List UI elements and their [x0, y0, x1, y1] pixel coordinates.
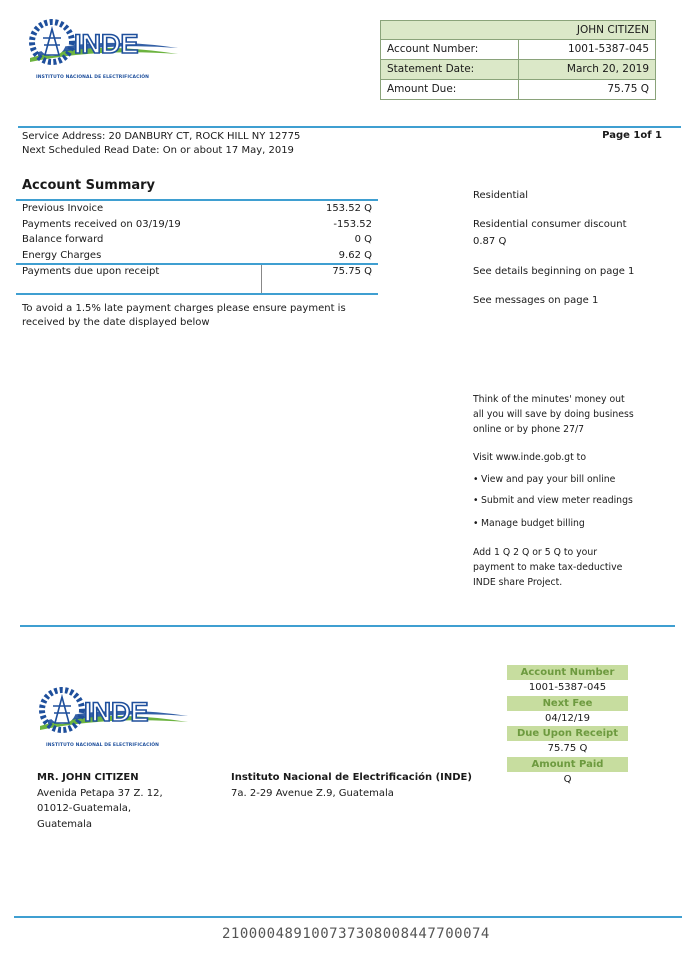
page-number: Page 1of 1 [602, 130, 662, 141]
remit-due-value: 75.75 Q [547, 743, 588, 754]
company-name: Instituto Nacional de Electrificación (INDE) [231, 772, 472, 783]
summary-row-value: 0 Q [354, 234, 372, 245]
column-divider [261, 265, 262, 293]
remit-amount-paid-value[interactable]: Q [563, 773, 572, 785]
remit-amount-paid-label: Amount Paid [507, 757, 628, 772]
bullet-icon: • [473, 518, 479, 529]
summary-row [16, 248, 378, 264]
summary-row [16, 232, 378, 248]
customer-mail-name: MR. JOHN CITIZEN [37, 772, 139, 783]
summary-row-label: Balance forward [22, 234, 104, 245]
donate-line-2: payment to make tax-deductive [473, 562, 623, 573]
customer-address-line: 01012-Guatemala, [37, 803, 132, 814]
late-payment-notice: To avoid a 1.5% late payment charges please ensure payment is received by the date displayed below [22, 303, 346, 328]
next-read-date: Next Scheduled Read Date: On or about 17 May, 2019 [22, 145, 294, 156]
service-address: Service Address: 20 DANBURY CT, ROCK HILL NY 12775 [22, 131, 301, 142]
customer-name-row [380, 20, 656, 40]
account-number-row [380, 40, 656, 60]
messages-link[interactable]: See messages on page 1 [473, 295, 599, 306]
inde-logo [28, 18, 188, 80]
logo-subtitle: INSTITUTO NACIONAL DE ELECTRIFICACIÓN [36, 75, 150, 80]
svg-text:INDE: INDE [74, 29, 139, 59]
bullet-text: View and pay your bill online [481, 474, 616, 485]
inde-logo-icon [28, 18, 188, 68]
bottom-divider [14, 916, 682, 918]
account-info-box [380, 20, 656, 100]
customer-name: JOHN CITIZEN [576, 24, 649, 36]
promo-line-1: Think of the minutes' money out [473, 394, 625, 405]
summary-row [16, 217, 378, 233]
service-info [22, 130, 300, 158]
summary-row-value: 153.52 Q [325, 203, 372, 214]
amount-due-value: 75.75 Q [607, 83, 649, 95]
account-type: Residential [473, 190, 529, 201]
bullet-text: Manage budget billing [481, 518, 585, 529]
donate-line-1: Add 1 Q 2 Q or 5 Q to your [473, 547, 598, 558]
customer-address-line: Avenida Petapa 37 Z. 12, [37, 787, 163, 799]
payment-due-label: Payments due upon receipt [22, 266, 160, 277]
amount-due-row [380, 80, 656, 100]
remit-next-fee-label: Next Fee [507, 696, 628, 711]
remittance-box [507, 665, 628, 787]
scan-line: 210000489100737308008447700074 [222, 926, 490, 942]
statement-date-row [380, 60, 656, 80]
remit-next-fee-value: 04/12/19 [545, 712, 590, 724]
bullet-icon: • [473, 495, 479, 506]
inde-logo-icon [38, 686, 198, 736]
remit-account-number-value: 1001-5387-045 [528, 682, 607, 693]
inde-logo-remittance [38, 686, 198, 748]
bullet-icon: • [473, 474, 479, 485]
account-number-label: Account Number: [381, 40, 519, 59]
remittance-divider [20, 625, 675, 627]
summary-row-label: Previous Invoice [22, 203, 104, 214]
account-number-value: 1001-5387-045 [567, 43, 649, 55]
company-address-line: 7a. 2-29 Avenue Z.9, Guatemala [231, 787, 394, 799]
account-summary-table [16, 199, 378, 295]
donate-line-3: INDE share Project. [473, 577, 563, 588]
promo-line-2: all you will save by doing business [473, 409, 634, 420]
discount-value: 0.87 Q [473, 236, 507, 247]
customer-address [37, 770, 163, 832]
payment-due-row [16, 263, 378, 295]
remit-account-number-label: Account Number [507, 665, 628, 680]
header-divider [18, 126, 681, 128]
bullet-text: Submit and view meter readings [481, 495, 633, 506]
summary-row-value: -153.52 [333, 218, 372, 230]
visit-website[interactable]: Visit www.inde.gob.gt to [473, 452, 587, 463]
summary-row-label: Energy Charges [22, 249, 102, 261]
bullet-pay-online [473, 474, 615, 485]
promo-line-3: online or by phone 27/7 [473, 424, 585, 435]
customer-address-line: Guatemala [37, 818, 93, 830]
bullet-meter-readings [473, 495, 633, 506]
amount-due-label: Amount Due: [381, 80, 519, 99]
bullet-budget-billing [473, 518, 585, 529]
svg-text:INDE: INDE [84, 697, 149, 727]
summary-row [16, 201, 378, 217]
logo-subtitle: INSTITUTO NACIONAL DE ELECTRIFICACIÓN [46, 743, 160, 748]
remit-due-label: Due Upon Receipt [507, 726, 628, 741]
statement-date-value: March 20, 2019 [566, 63, 649, 75]
account-summary-title: Account Summary [22, 178, 156, 193]
payment-due-value: 75.75 Q [332, 266, 372, 277]
statement-date-label: Statement Date: [381, 60, 519, 79]
company-address [231, 770, 472, 801]
discount-label: Residential consumer discount [473, 219, 627, 230]
details-link[interactable]: See details beginning on page 1 [473, 266, 635, 277]
summary-row-label: Payments received on 03/19/19 [22, 218, 181, 230]
summary-row-value: 9.62 Q [338, 249, 372, 261]
